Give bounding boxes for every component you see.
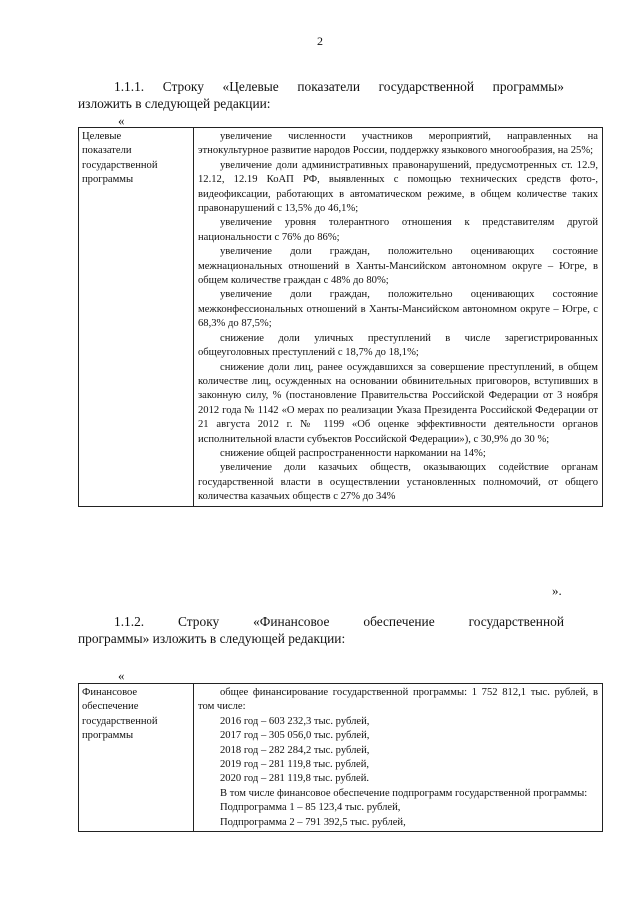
financing-year: 2020 год – 281 119,8 тыс. рублей. bbox=[220, 773, 370, 785]
section-2-line-2: программы» изложить в следующей редакции: bbox=[78, 631, 346, 646]
financing-year: 2016 год – 603 232,3 тыс. рублей, bbox=[220, 715, 370, 727]
table-2-label-line: государственной bbox=[82, 715, 158, 727]
table-2-label-line: обеспечение bbox=[82, 701, 139, 713]
section-1-line-2: изложить в следующей редакции: bbox=[78, 96, 271, 111]
table-2-label-line: Финансовое bbox=[82, 687, 138, 698]
section-1-line-1: 1.1.1. Строку «Целевые показатели государственной программы» bbox=[114, 79, 564, 94]
indicator-item: снижение общей распространенности наркомании на 14%; bbox=[220, 447, 486, 459]
open-quote-1: « bbox=[118, 113, 125, 128]
indicator-item: увеличение доли административных правонарушений, предусмотренных ст. 12.9, 12.12, 12.19 КоАП РФ, выявленных с помощью технических средств фото-, видеофиксации, работающих в автоматическом режиме, в общем количестве таких правонарушений с 13,5% до 46,1%; bbox=[198, 159, 598, 215]
close-quote-1: ». bbox=[552, 583, 562, 598]
table-2-content-cell bbox=[194, 684, 603, 832]
table-1-label-line: Целевые bbox=[82, 131, 122, 142]
section-1-heading bbox=[78, 78, 564, 112]
indicator-item: увеличение доли казачьих обществ, оказывающих содействие органам государственной власти в осуществлении установленных полномочий, от общего количества казачьих обществ с 27% до 34% bbox=[198, 462, 598, 503]
financing-year: 2019 год – 281 119,8 тыс. рублей, bbox=[220, 759, 370, 771]
open-quote-2: « bbox=[118, 668, 125, 683]
table-financing bbox=[78, 683, 603, 832]
table-1-label-line: показатели bbox=[82, 145, 132, 157]
table-2-label-cell bbox=[79, 684, 194, 832]
subprogram-item: Подпрограмма 2 – 791 392,5 тыс. рублей, bbox=[220, 816, 406, 828]
financing-intro: общее финансирование государственной программы: 1 752 812,1 тыс. рублей, в том числе: bbox=[198, 687, 598, 713]
subprogram-item: Подпрограмма 1 – 85 123,4 тыс. рублей, bbox=[220, 802, 401, 814]
page-number: 2 bbox=[317, 34, 323, 48]
indicator-item: снижение доли лиц, ранее осуждавшихся за совершение преступлений, в общем количестве лиц, осужденных на основании обвинительных приговоров, вступивших в законную силу, % (постановление Правительства Российской Федерации от 3 ноября 2012 года № 1142 «О мерах по реализации Указа Президента Российской Федерации от 21 августа 2012 г. № 1199 «Об оценке эффективности деятельности органов исполнительной власти субъектов Российской Федерации»), с 30,9% до 30 %; bbox=[198, 361, 598, 445]
financing-year: 2017 год – 305 056,0 тыс. рублей, bbox=[220, 730, 370, 742]
table-2-label-line: программы bbox=[82, 730, 134, 742]
subprograms-intro: В том числе финансовое обеспечение подпрограмм государственной программы: bbox=[220, 787, 588, 799]
section-2-heading bbox=[78, 613, 564, 647]
indicator-item: снижение доли уличных преступлений в числе зарегистрированных общеуголовных преступлений с 18,7% до 18,1%; bbox=[198, 332, 598, 359]
table-target-indicators bbox=[78, 127, 603, 507]
table-1-label-line: программы bbox=[82, 174, 134, 186]
indicator-item: увеличение доли граждан, положительно оценивающих состояние межконфессиональных отношений в Ханты-Мансийском автономном округе – Югре, с 68,3% до 87,5%; bbox=[198, 289, 598, 330]
section-2-line-1: 1.1.2. Строку «Финансовое обеспечение государственной bbox=[114, 614, 564, 629]
indicator-item: увеличение уровня толерантного отношения к представителям другой национальности с 76% до 86%; bbox=[198, 217, 598, 243]
table-1-label-cell bbox=[79, 128, 194, 507]
financing-year: 2018 год – 282 284,2 тыс. рублей, bbox=[220, 744, 370, 756]
indicator-item: увеличение численности участников мероприятий, направленных на этнокультурное развитие народов России, поддержку языкового многообразия, на 25%; bbox=[198, 131, 598, 157]
indicator-item: увеличение доли граждан, положительно оценивающих состояние межнациональных отношений в Ханты-Мансийском автономном округе – Югре, в общем количестве граждан с 48% до 80%; bbox=[198, 246, 598, 287]
table-1-label-line: государственной bbox=[82, 159, 158, 171]
table-1-content-cell bbox=[194, 128, 603, 507]
